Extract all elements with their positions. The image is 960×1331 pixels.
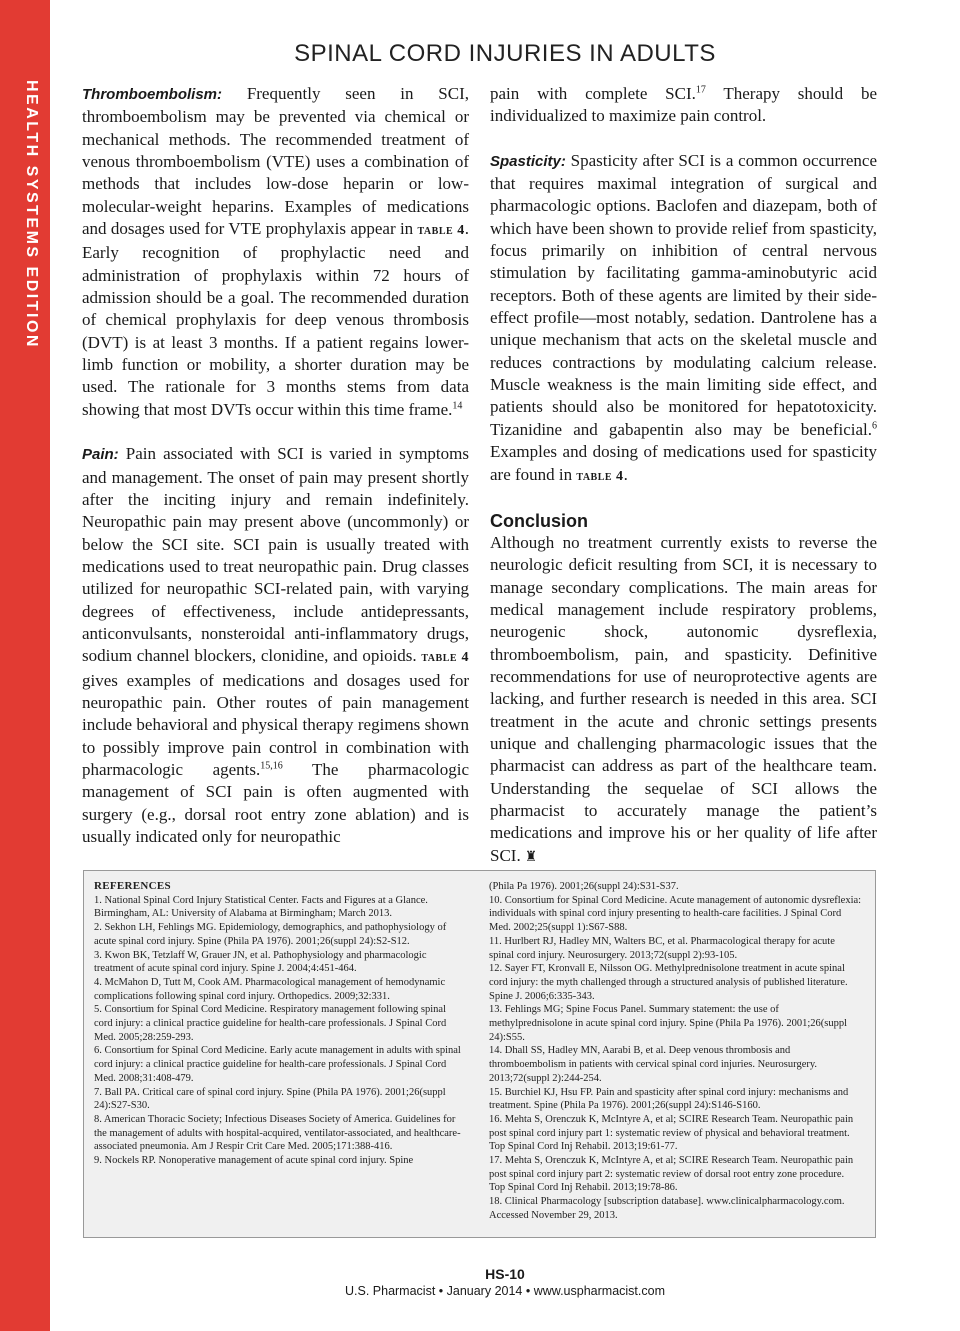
reference-item: 12. Sayer FT, Kronvall E, Nilsson OG. Methylprednisolone treatment in acute spinal cord injury: the myth challenged through a structured analysis of published literature. Spine J. 2006;6:335-343. <box>489 963 848 1002</box>
citation-superscript: 15,16 <box>260 760 283 772</box>
right-column <box>490 83 877 869</box>
references-right-column <box>489 880 862 1223</box>
reference-item: 2. Sekhon LH, Fehlings MG. Epidemiology, demographics, and pathophysiology of acute spinal cord injury. Spine (Phila PA 1976). 2001;26(suppl 24):S2-S12. <box>94 922 447 947</box>
reference-item: 14. Dhall SS, Hadley MN, Aarabi B, et al. Deep venous thrombosis and thromboembolism in patients with cervical spinal cord injuries. Neurosurgery. 2013;72(suppl 2):244-254. <box>489 1045 818 1084</box>
citation-superscript: 6 <box>872 420 877 432</box>
paragraph-text: Frequently seen in SCI, thromboembolism may be prevented via chemical or mechanical methods. The recommended treatment of venous thromboembolism (VTE) uses a combination of methods that includes low-dose heparin or low-molecular-weight heparins. Examples of medications and dosages used for VTE prophylaxis appear in <box>82 84 469 239</box>
paragraph-text: Therapy should be individualized to maximize pain control. <box>490 84 877 126</box>
thromboembolism-paragraph <box>82 83 469 421</box>
paragraph-text: gives examples of medications and dosages used for neuropathic pain. Other routes of pain management include behavioral and physical therapy regimens shown to possibly improve pain control in combination with pharmacologic agents. <box>82 670 469 779</box>
reference-item: 4. McMahon D, Tutt M, Cook AM. Pharmacological management of hemodynamic complications following spinal cord injury. Orthopedics. 2009;32:331. <box>94 976 446 1002</box>
table-reference: table 4 <box>576 468 624 484</box>
pain-continued-paragraph <box>490 83 877 128</box>
references-box <box>83 870 876 1238</box>
reference-item: 18. Clinical Pharmacology [subscription database]. www.clinicalpharmacology.com. Accessed November 29, 2013. <box>489 1196 845 1221</box>
section-sidebar <box>0 0 50 1331</box>
reference-item: 7. Ball PA. Critical care of spinal cord injury. Spine (Phila PA 1976). 2001;26(suppl 24):S27-S30. <box>94 1086 446 1112</box>
page-title: SPINAL CORD INJURIES IN ADULTS <box>294 40 716 67</box>
sidebar-label: HEALTH SYSTEMS EDITION <box>23 80 40 349</box>
paragraph-text: . Early recognition of prophylactic need and administration of prophylaxis within 72 hours of admission should be a goal. The recommended duration of chemical prophylaxis for deep venous thrombosis (DVT) is at least 3 months. If a patient regains lower-limb function or mobility, a shorter duration may be used. The rationale for 3 months stems from data showing that most DVTs occur within this time frame. <box>82 219 469 419</box>
reference-item: 15. Burchiel KJ, Hsu FP. Pain and spasticity after spinal cord injury: mechanisms and treatment. Spine (Phila Pa 1976). 2001;26(suppl 24):S146-S160. <box>489 1086 849 1112</box>
pain-paragraph <box>82 443 469 848</box>
reference-item: 5. Consortium for Spinal Cord Medicine. Respiratory management following spinal cord injury: a clinical practice guideline for health-care professionals. J Spinal Cord Med. 2005;28:259-293. <box>94 1004 447 1043</box>
reference-item: 1. National Spinal Cord Injury Statistical Center. Facts and Figures at a Glance. Birmingham, AL: University of Alabama at Birmingham; March 2013. <box>94 894 428 920</box>
page-number: HS-10 <box>485 1266 525 1282</box>
spasticity-paragraph <box>490 150 877 488</box>
reference-item: 13. Fehlings MG; Spine Focus Panel. Summary statement: the use of methylprednisolone in acute spinal cord injury. Spine (Phila Pa 1976). 2001;26(suppl 24):S55. <box>489 1004 848 1043</box>
reference-item: 9. Nockels RP. Nonoperative management of acute spinal cord injury. Spine <box>94 1155 414 1167</box>
paragraph-text: Although no treatment currently exists to reverse the neurologic deficit resulting from SCI, it is necessary to manage secondary complications. The main areas for medical management include respiratory problems, neurogenic shock, autonomic dysreflexia, thromboembolism, pain, and spasticity. Definitive recommendations for use of neuroprotective agents are lacking, and further research is needed in this area. SCI treatment in the acute and chronic settings presents unique and challenging pharmacologic issues that the pharmacist can address as part of the healthcare team. Understanding the sequelae of SCI allows the pharmacist to accurately manage the patient’s medications and improve his or her quality of life after SCI. <box>490 532 877 865</box>
references-left-column <box>94 880 467 1168</box>
paragraph-text: . <box>623 464 628 484</box>
conclusion-paragraph <box>490 532 877 869</box>
reference-item: 17. Mehta S, Orenczuk K, McIntyre A, et al; SCIRE Research Team. Neuropathic pain post spinal cord injury part 2: systematic review of dorsal root entry zone procedure. Top Spinal Cord Inj Rehabil. 2013;19:78-86. <box>489 1155 854 1194</box>
citation-superscript: 14 <box>452 400 463 412</box>
spasticity-heading: Spasticity: <box>490 152 566 170</box>
citation-superscript: 17 <box>695 84 706 96</box>
paragraph-text: The pharmacologic management of SCI pain is often augmented with surgery (e.g., dorsal root entry zone ablation) and is usually indicated only for neuropathic <box>82 759 469 846</box>
end-mark-icon: ♜ <box>524 849 538 865</box>
left-column <box>82 83 469 848</box>
publication-footer: U.S. Pharmacist • January 2014 • www.uspharmacist.com <box>345 1284 665 1298</box>
pain-heading: Pain: <box>82 446 119 464</box>
reference-item: 3. Kwon BK, Tetzlaff W, Grauer JN, et al. Pathophysiology and pharmacologic treatment of acute spinal cord injury. Spine J. 2004;4:451-464. <box>94 949 427 975</box>
references-heading: REFERENCES <box>94 880 171 892</box>
paragraph-text: Examples and dosing of medications used for spasticity are found in <box>490 442 877 484</box>
thromboembolism-heading: Thromboembolism: <box>82 86 223 103</box>
reference-item: (Phila Pa 1976). 2001;26(suppl 24):S31-S37. <box>489 881 679 892</box>
paragraph-text: Pain associated with SCI is varied in symptoms and management. The onset of pain may present shortly after the inciting injury and remain indefinitely. Neuropathic pain may present above (uncommonly) or below the SCI site. SCI pain is usually treated with medications used to treat neuropathic pain. Drug classes utilized for neuropathic SCI-related pain, with varying degrees of effectiveness, include antidepressants, anticonvulsants, nonsteroidal anti-inflammatory drugs, sodium channel blockers, clonidine, and opioids. <box>82 444 469 666</box>
table-reference: table 4 <box>421 650 469 666</box>
reference-item: 8. American Thoracic Society; Infectious Diseases Society of America. Guidelines for the management of adults with hospital-acquired, ventilator-associated, and healthcare-associated pneumonia. Am J Respir Crit Care Med. 2005;171:388-416. <box>94 1113 461 1153</box>
reference-item: 10. Consortium for Spinal Cord Medicine. Acute management of autonomic dysreflexia: individuals with spinal cord injury presenting to health-care facilities. J Spinal Cord Med. 2002;25(suppl 1):S67-S88. <box>489 894 862 934</box>
reference-item: 16. Mehta S, Orenczuk K, McIntyre A, et al; SCIRE Research Team. Neuropathic pain post spinal cord injury part 1: systematic review of physical and behavioral treatment. Top Spinal Cord Inj Rehabil. 2013;19:61-77. <box>489 1113 854 1153</box>
paragraph-text: pain with complete SCI. <box>490 84 696 103</box>
reference-item: 11. Hurlbert RJ, Hadley MN, Walters BC, et al. Pharmacological therapy for acute spinal cord injury. Neurosurgery. 2013;72(suppl 2):93-105. <box>489 935 835 961</box>
table-reference: table 4 <box>417 223 465 239</box>
reference-item: 6. Consortium for Spinal Cord Medicine. Early acute management in adults with spinal cord injury: a clinical practice guideline for health-care professionals. J Spinal Cord Med. 2008;31:408-479. <box>94 1045 461 1084</box>
conclusion-heading: Conclusion <box>490 510 588 531</box>
paragraph-text: Spasticity after SCI is a common occurrence that requires maximal integration of surgical and pharmacologic options. Baclofen and diazepam, both of which have been shown to provide relief from spasticity, focus primarily on inhibition of central nervous stimulation by facilitating gamma-aminobutyric acid receptors. Both of these agents are limited by their side-effect profile—most notably, sedation. Dantrolene has a unique mechanism that acts on the skeletal muscle and reduces contractions by modulating calcium release. Muscle weakness is the main limiting side effect, and patients should also be monitored for hepatotoxicity. Tizanidine and gabapentin also may be beneficial. <box>490 150 877 439</box>
